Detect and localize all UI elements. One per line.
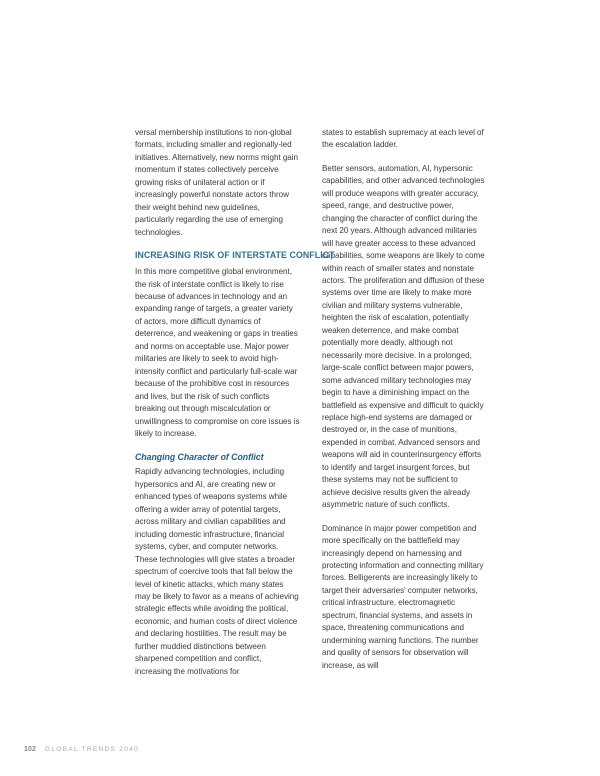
section-paragraph-interstate-conflict: In this more competitive global environment, the risk of interstate conflict is likely to rise because of advances in technology and an expanding range of targets, a greater variety of actors, more difficult dynamics of deterrence, and weakening or gaps in treaties and norms on acceptable use. Major power militaries are likely to seek to avoid high-intensity conflict and particularly full-scale war because of the prohibitive cost in resources and lives, but the risk of such conflicts breaking out through miscalculation or unwillingness to compromise on core issues is likely to increase. [135,267,300,438]
page-content-columns [135,127,487,678]
footer-page-number: 102 [24,746,36,753]
paragraph-advanced-technologies: Better sensors, automation, AI, hypersonic capabilities, and other advanced technologies will produce weapons with greater accuracy, speed, range, and destructive power, changing the character of conflict during the next 20 years. Although advanced militaries will have greater access to these advanced capabilities, some weapons are likely to come within reach of smaller states and nonstate actors. The proliferation and diffusion of these systems over time are likely to make more civilian and military systems vulnerable, heighten the risk of escalation, potentially weaken deterrence, and make combat potentially more deadly, although not necessarily more decisive. In a prolonged, large-scale conflict between major powers, some advanced military technologies may begin to have a diminishing impact on the battlefield as expensive and difficult to quickly replace high-end systems are damaged or destroyed or, in the case of munitions, expended in combat. Advanced sensors and weapons will aid in counterinsurgency efforts to identify and target insurgent forces, but these systems may not be sufficient to achieve decisive results given the already asymmetric nature of such conflicts. [322,163,485,510]
page-footer [24,746,139,753]
section-heading-increasing-risk-of-interstate-conflict: INCREASING RISK OF INTERSTATE CONFLICT [135,250,335,261]
paragraph-continued-right: states to establish supremacy at each level of the escalation ladder. [322,128,484,150]
paragraph-continued-left: versal membership institutions to non-global formats, including smaller and regionally-led initiatives. Alternatively, new norms might gain momentum if states collectively perceive growing risks of unilateral action or if increasingly powerful nonstate actors throw their weight behind new guidelines, particularly regarding the use of emerging technologies. [135,128,299,237]
sub-paragraph-changing-character-of-conflict: Rapidly advancing technologies, including hypersonics and AI, are creating new or enhanced types of weapons systems while offering a wider array of potential targets, across military and civilian capabilities and including domestic infrastructure, financial systems, cyber, and computer networks. These technologies will give states a broader spectrum of coercive tools that fall below the level of kinetic attacks, which many states may be likely to favor as a means of achieving strategic effects while avoiding the political, economic, and human costs of direct violence and declaring hostilities. The result may be further muddied distinctions between sharpened competition and conflict, increasing the motivations for [135,467,299,676]
right-column [322,127,487,672]
footer-publication-title: GLOBAL TRENDS 2040 [44,746,139,753]
sub-heading-changing-character-of-conflict: Changing Character of Conflict [135,452,264,463]
left-column [135,127,335,678]
paragraph-dominance-major-power-competition: Dominance in major power competition and more specifically on the battlefield may increasingly depend on harnessing and protecting information and connecting military forces. Belligerents are increasingly likely to target their adversaries' computer networks, critical infrastructure, electromagnetic spectrum, financial systems, and assets in space, threatening communications and undermining warning functions. The number and quality of sensors for observation will increase, as will [322,523,484,670]
